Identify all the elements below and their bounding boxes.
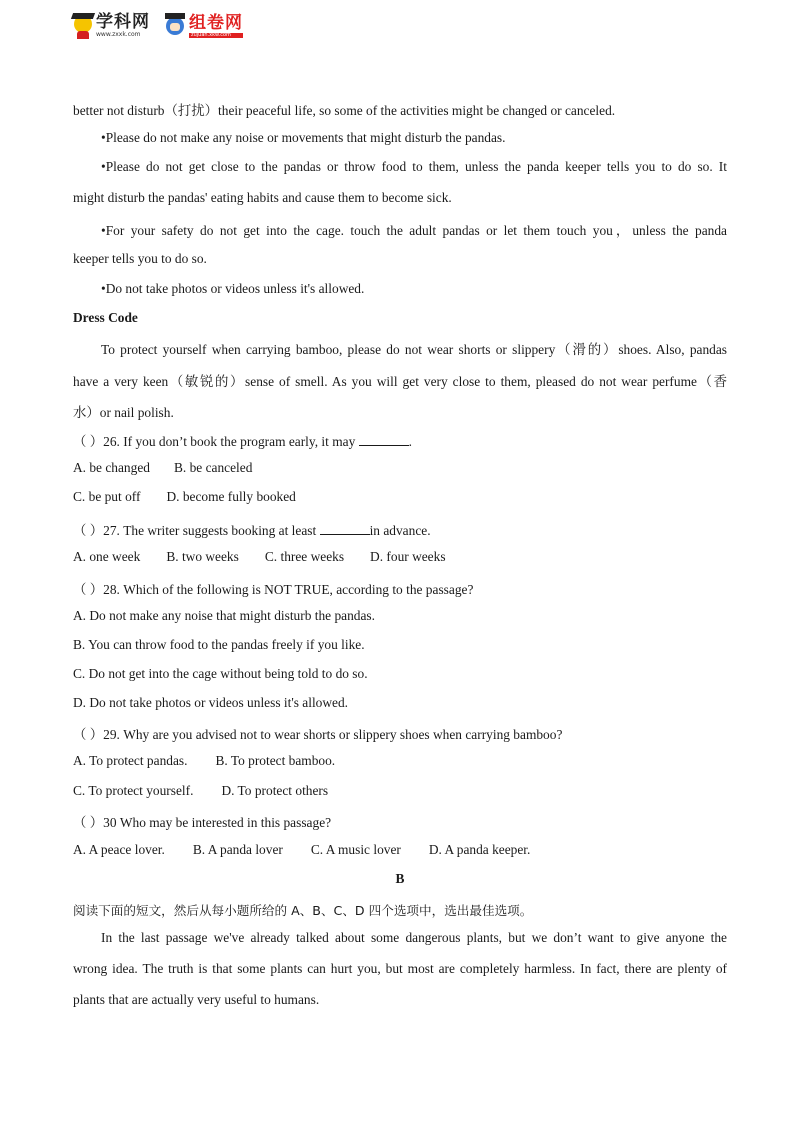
rule-item: •Do not take photos or videos unless it's allowed. bbox=[101, 281, 365, 296]
options-row bbox=[73, 783, 328, 799]
student-mascot-icon bbox=[164, 13, 186, 39]
option-d: D. Do not take photos or videos unless it's allowed. bbox=[73, 695, 349, 710]
question-stem-end: . bbox=[408, 434, 412, 449]
options-row bbox=[73, 842, 530, 858]
option-b: B. be canceled bbox=[173, 460, 253, 475]
option-b: B. You can throw food to the pandas freely if you like. bbox=[73, 637, 365, 652]
mascot-icon bbox=[72, 13, 94, 39]
option-d: D. A panda keeper. bbox=[428, 842, 531, 857]
option-a: A. To protect pandas. bbox=[73, 753, 188, 768]
option-d: D. four weeks bbox=[370, 549, 446, 564]
rule-item: •Please do not get close to the pandas or throw food to them, unless the panda keeper tells you to do so. It bbox=[101, 159, 727, 174]
answer-blank[interactable] bbox=[320, 522, 370, 535]
rule-item: •Please do not make any noise or movements that might disturb the pandas. bbox=[101, 130, 506, 145]
question-stem-end: in advance. bbox=[369, 523, 431, 538]
section-heading: Dress Code bbox=[73, 310, 138, 325]
question-29: （ ）29. Why are you advised not to wear shorts or slippery shoes when carrying bamboo? bbox=[73, 727, 563, 742]
question-stem: （ ）27. The writer suggests booking at least bbox=[73, 523, 320, 538]
answer-blank[interactable] bbox=[359, 433, 409, 446]
logo2-url: zujuan.xkw.com bbox=[189, 33, 243, 38]
question-stem: （ ）26. If you don’t book the program early, it may bbox=[73, 434, 359, 449]
option-c: C. A music lover bbox=[310, 842, 401, 857]
options-row bbox=[73, 460, 252, 476]
question-27 bbox=[73, 520, 431, 539]
option-a: A. be changed bbox=[73, 460, 150, 475]
question-26 bbox=[73, 431, 412, 450]
options-row bbox=[73, 489, 296, 505]
option-c: C. be put off bbox=[73, 489, 141, 504]
paragraph-line: wrong idea. The truth is that some plants can hurt you, but most are completely harmless. In fact, there are plenty of bbox=[73, 961, 727, 976]
rule-item-cont: might disturb the pandas' eating habits and cause them to become sick. bbox=[73, 190, 452, 205]
paragraph-line: plants that are actually very useful to humans. bbox=[73, 992, 320, 1007]
rule-item: •For your safety do not get into the cage. touch the adult pandas or let them touch you，unless the panda bbox=[101, 223, 727, 238]
paragraph-line: To protect yourself when carrying bamboo, please do not wear shorts or slippery（滑的）shoes. Also, pandas bbox=[101, 342, 727, 357]
page-header bbox=[72, 10, 243, 42]
zujuan-logo[interactable] bbox=[164, 13, 243, 39]
option-a: A. A peace lover. bbox=[73, 842, 165, 857]
option-a: A. Do not make any noise that might disturb the pandas. bbox=[73, 608, 375, 623]
logo1-url: www.zxxk.com bbox=[96, 31, 141, 38]
options-row bbox=[73, 549, 446, 565]
option-b: B. A panda lover bbox=[192, 842, 283, 857]
option-a: A. one week bbox=[73, 549, 141, 564]
option-b: B. two weeks bbox=[166, 549, 239, 564]
paragraph-line: In the last passage we've already talked about some dangerous plants, but we don’t want to give anyone the bbox=[101, 930, 727, 945]
section-label: B bbox=[395, 871, 405, 886]
section-instruction: 阅读下面的短文，然后从每小题所给的 A、B、C、D 四个选项中，选出最佳选项。 bbox=[73, 903, 533, 918]
option-c: C. three weeks bbox=[264, 549, 345, 564]
option-c: C. To protect yourself. bbox=[73, 783, 194, 798]
question-28: （ ）28. Which of the following is NOT TRUE, according to the passage? bbox=[73, 582, 474, 597]
option-c: C. Do not get into the cage without being told to do so. bbox=[73, 666, 368, 681]
option-d: D. To protect others bbox=[221, 783, 329, 798]
option-d: D. become fully booked bbox=[166, 489, 296, 504]
rule-item-cont: keeper tells you to do so. bbox=[73, 251, 207, 266]
paragraph-line: 水）or nail polish. bbox=[73, 405, 174, 420]
zxxk-logo[interactable] bbox=[72, 13, 150, 39]
question-30: （ ）30 Who may be interested in this passage? bbox=[73, 815, 332, 830]
logo1-text: 学科网 bbox=[96, 12, 150, 32]
options-row bbox=[73, 753, 335, 769]
option-b: B. To protect bamboo. bbox=[215, 753, 336, 768]
paragraph-line: better not disturb（打扰）their peaceful life, so some of the activities might be changed or canceled. bbox=[73, 103, 616, 118]
paragraph-line: have a very keen（敏锐的）sense of smell. As you will get very close to them, pleased do not wear perfume（香 bbox=[73, 374, 727, 389]
logo2-text: 组卷网 bbox=[189, 12, 243, 33]
